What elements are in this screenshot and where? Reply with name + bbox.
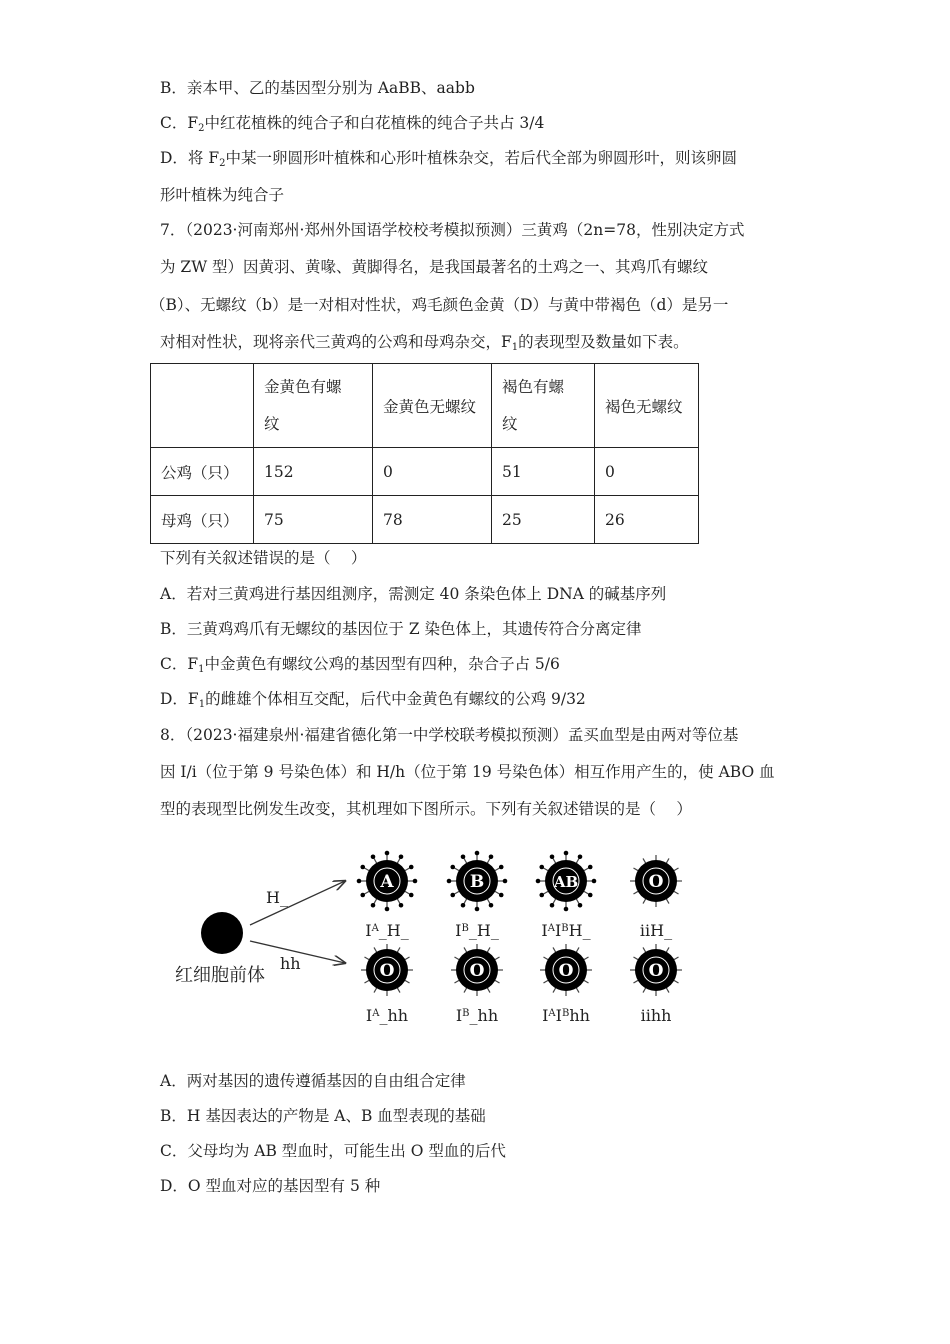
q7-option-b: B．三黄鸡鸡爪有无螺纹的基因位于 Z 染色体上，其遗传符合分离定律 bbox=[160, 620, 642, 638]
q7-data-table bbox=[150, 363, 699, 544]
genotype-label: $I^AI^BH\_$ bbox=[541, 921, 591, 940]
blood-cell-label: A bbox=[380, 872, 394, 892]
blood-cell-top bbox=[630, 855, 682, 907]
arrow-h bbox=[250, 881, 345, 925]
arrow-hh-label: hh bbox=[280, 954, 301, 973]
q8-stem-line1: 8．（2023·福建泉州·福建省德化第一中学校联考模拟预测）孟买血型是由两对等位基 bbox=[160, 726, 739, 744]
precursor-cell bbox=[201, 912, 243, 954]
arrow-h-label: H_ bbox=[266, 888, 288, 907]
q6-option-d-cont: 形叶植株为纯合子 bbox=[160, 186, 285, 204]
q8-stem-line3: 型的表现型比例发生改变，其机理如下图所示。下列有关叙述错误的是（ ） bbox=[160, 800, 692, 818]
table-cell: 25 bbox=[492, 496, 595, 544]
blood-cell-label: B bbox=[469, 872, 485, 892]
blood-type-diagram bbox=[160, 845, 720, 1035]
table-cell: 75 bbox=[254, 496, 373, 544]
blood-cell-bottom bbox=[361, 944, 413, 996]
blood-cell-bottom bbox=[451, 944, 503, 996]
blood-cell-label: AB bbox=[553, 873, 579, 891]
q7-option-a: A．若对三黄鸡进行基因组测序，需测定 40 条染色体上 DNA 的碱基序列 bbox=[160, 585, 667, 603]
blood-cell-top bbox=[357, 851, 418, 912]
table-header-cell bbox=[151, 364, 254, 448]
q7-option-c: C．$F_1$中金黄色有螺纹公鸡的基因型有四种，杂合子占 5/6 bbox=[160, 655, 560, 675]
table-header-cell: 金黄色无螺纹 bbox=[373, 364, 492, 448]
q7-stem-line2: 为 ZW 型）因黄羽、黄喙、黄脚得名，是我国最著名的土鸡之一、其鸡爪有螺纹 bbox=[160, 258, 709, 276]
q8-option-c: C．父母均为 AB 型血时，可能生出 O 型血的后代 bbox=[160, 1142, 506, 1160]
blood-cell-label: O bbox=[469, 961, 485, 981]
blood-cell-top bbox=[447, 851, 508, 912]
table-row bbox=[151, 496, 699, 544]
genotype-label: $I^A\_hh$ bbox=[365, 1006, 409, 1025]
precursor-label: 红细胞前体 bbox=[175, 965, 265, 986]
blood-cell-top bbox=[536, 851, 597, 912]
genotype-label: $I^AI^Bhh$ bbox=[542, 1006, 590, 1025]
table-cell: 78 bbox=[373, 496, 492, 544]
table-header-row bbox=[151, 364, 699, 448]
q7-stem-line4: 对相对性状，现将亲代三黄鸡的公鸡和母鸡杂交，$F_1$的表现型及数量如下表。 bbox=[160, 333, 689, 353]
q6-option-c: C．$F_2$中红花植株的纯合子和白花植株的纯合子共占 3/4 bbox=[160, 114, 545, 134]
q7-question: 下列有关叙述错误的是（ ） bbox=[160, 549, 367, 567]
blood-cell-bottom bbox=[540, 944, 592, 996]
blood-cell-label: O bbox=[558, 961, 574, 981]
q7-stem-line1: 7．（2023·河南郑州·郑州外国语学校校考模拟预测）三黄鸡（2n=78，性别决定方式 bbox=[160, 221, 745, 239]
table-row bbox=[151, 448, 699, 496]
q8-option-b: B．H 基因表达的产物是 A、B 血型表现的基础 bbox=[160, 1107, 486, 1125]
q8-stem-line2: 因 I/i（位于第 9 号染色体）和 H/h（位于第 19 号染色体）相互作用产生的，使 ABO 血 bbox=[160, 763, 775, 781]
genotype-label: $I^B\_hh$ bbox=[455, 1006, 499, 1025]
blood-cell-bottom bbox=[630, 944, 682, 996]
table-header-cell: 金黄色有螺纹 bbox=[254, 364, 373, 448]
table-cell: 公鸡（只） bbox=[151, 448, 254, 496]
genotype-label: iihh bbox=[640, 1006, 672, 1025]
genotype-label: $I^B\_H\_$ bbox=[455, 921, 499, 940]
blood-cell-label: O bbox=[379, 961, 395, 981]
genotype-label: iiH_ bbox=[639, 921, 673, 940]
q7-option-d: D．$F_1$的雌雄个体相互交配，后代中金黄色有螺纹的公鸡 9/32 bbox=[160, 690, 586, 710]
table-header-cell: 褐色有螺纹 bbox=[492, 364, 595, 448]
q6-option-d: D．将 $F_2$中某一卵圆形叶植株和心形叶植株杂交，若后代全部为卵圆形叶，则该卵圆 bbox=[160, 149, 737, 169]
table-cell: 152 bbox=[254, 448, 373, 496]
table-cell: 0 bbox=[595, 448, 699, 496]
table-cell: 26 bbox=[595, 496, 699, 544]
q8-option-d: D．O 型血对应的基因型有 5 种 bbox=[160, 1177, 381, 1195]
table-cell: 0 bbox=[373, 448, 492, 496]
table-header-cell: 褐色无螺纹 bbox=[595, 364, 699, 448]
q8-option-a: A．两对基因的遗传遵循基因的自由组合定律 bbox=[160, 1072, 466, 1090]
table-cell: 51 bbox=[492, 448, 595, 496]
blood-cell-label: O bbox=[648, 961, 664, 981]
q6-option-b: B．亲本甲、乙的基因型分别为 AaBB、aabb bbox=[160, 79, 475, 97]
genotype-label: $I^A\_H\_$ bbox=[365, 921, 409, 940]
table-cell: 母鸡（只） bbox=[151, 496, 254, 544]
q7-stem-line3: （B）、无螺纹（b）是一对相对性状，鸡毛颜色金黄（D）与黄中带褐色（d）是另一 bbox=[150, 296, 729, 314]
blood-cell-label: O bbox=[648, 872, 664, 892]
